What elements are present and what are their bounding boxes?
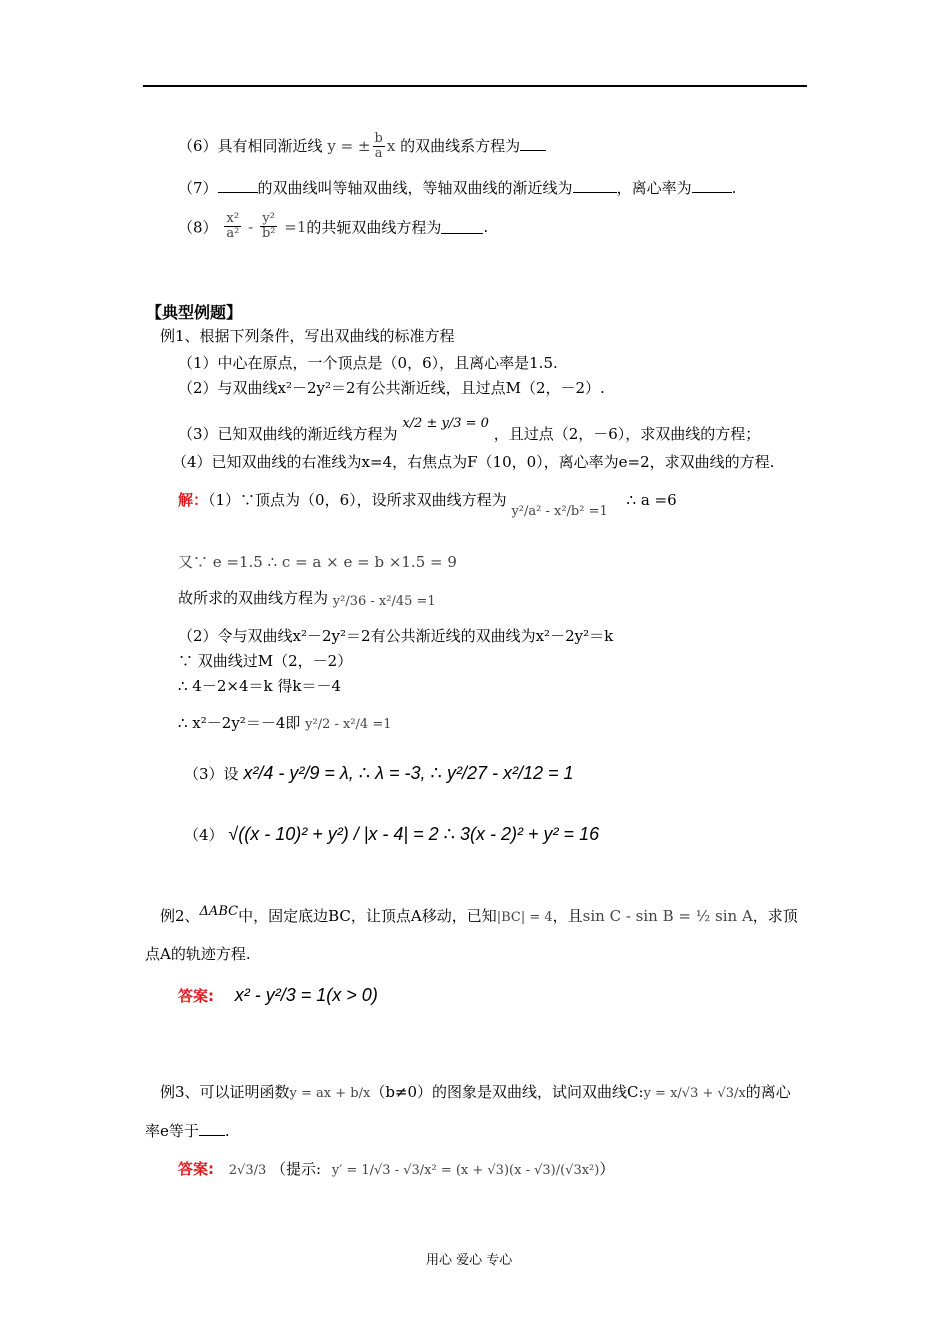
solution-label: 解： — [178, 491, 209, 509]
example-1-part-3: （3）已知双曲线的渐近线方程为 x/2 ± y/3 = 0 ，且过点（2，－6），求双曲线的方程； — [178, 416, 761, 443]
solution-formula-9: √((x - 10)² + y²) / |x - 4| = 2 ∴ 3(x - 2)² + y² = 16 — [228, 824, 600, 844]
item-6: （6）具有相同渐近线 y = ± $\frac{b}{a}$ x 的双曲线系方程为 — [178, 132, 546, 162]
header-rule — [143, 85, 807, 87]
item-8-frac-1: $\frac{\text{x²}}{\text{a²}}$ — [226, 211, 240, 242]
example-1-part-1: （1）中心在原点，一个顶点是（0，6），且离心率是1.5. — [178, 354, 558, 372]
solution-formula-3: y²/36 - x²/45 =1 — [332, 594, 436, 609]
solution-line-5: ∵ 双曲线过M（2，－2） — [178, 652, 353, 670]
solution-formula-1: y²/a² - x²/b² =1 — [511, 504, 608, 519]
example-3-line-2: 率e等于 . — [145, 1122, 230, 1140]
answer-formula: x² - y²/3 = 1(x > 0) — [234, 985, 378, 1005]
solution-line-4: （2）令与双曲线x²－2y²＝2有公共渐近线的双曲线为x²－2y²＝k — [178, 627, 614, 645]
section-title: 【典型例题】 — [146, 303, 243, 322]
page-footer: 用心 爱心 专心 — [426, 1253, 513, 1268]
answer-label: 答案: — [178, 1160, 214, 1178]
example-2-line-1: 例2、ΔABC中，固定底边BC，让顶点A移动，已知|BC| = 4，且sin C - sin B = ½ sin A，求顶 — [160, 904, 798, 925]
item-6-formula: y = ± — [327, 136, 371, 155]
solution-line-1: 解：（1）∵顶点为（0，6），设所求双曲线方程为 y²/a² - x²/b² =1 ∴ a =6 — [178, 491, 677, 519]
solution-line-2: 又∵ e =1.5 ∴ c = a × e = b ×1.5 = 9 — [178, 553, 457, 571]
triangle-abc: ΔABC — [199, 904, 239, 919]
example-1-title: 例1、根据下列条件，写出双曲线的标准方程 — [160, 327, 455, 345]
function-formula: y = ax + b/x — [289, 1086, 371, 1101]
item-6-fraction: $\frac{b}{a}$ — [374, 131, 383, 162]
example-3-line-1: 例3、可以证明函数y = ax + b/x（b≠0）的图象是双曲线，试问双曲线C:y = x/√3 + √3/x的离心 — [160, 1083, 791, 1101]
answer-blank — [441, 219, 483, 234]
example-1-part-4: （4）已知双曲线的右准线为x=4，右焦点为F（10，0），离心率为e=2，求双曲线的方程. — [172, 453, 775, 471]
item-7: （7） 的双曲线叫等轴双曲线，等轴双曲线的渐近线为 ，离心率为 . — [178, 179, 737, 197]
answer-blank — [692, 178, 732, 193]
item-6-text: （6）具有相同渐近线 — [178, 136, 323, 155]
answer-blank — [199, 1121, 225, 1136]
solution-line-3: 故所求的双曲线方程为 y²/36 - x²/45 =1 — [178, 589, 436, 609]
solution-formula-7: y²/2 - x²/4 =1 — [305, 717, 392, 732]
answer-label: 答案: — [178, 987, 214, 1005]
example-1-part-2: （2）与双曲线x²－2y²＝2有公共渐近线，且过点M（2，－2）. — [178, 379, 605, 397]
item-8-frac-2: $\frac{\text{y²}}{\text{b²}}$ — [261, 211, 276, 242]
asymptote-formula: x/2 ± y/3 = 0 — [402, 416, 489, 431]
solution-line-6: ∴ 4－2×4＝k 得k＝－4 — [178, 677, 342, 695]
solution-line-8: （3）设 x²/4 - y²/9 = λ, ∴ λ = -3, ∴ y²/27 - x²/12 = 1 — [184, 763, 574, 783]
solution-line-9: （4） √((x - 10)² + y²) / |x - 4| = 2 ∴ 3(x - 2)² + y² = 16 — [184, 824, 600, 844]
solution-formula-8: x²/4 - y²/9 = λ, ∴ λ = -3, ∴ y²/27 - x²/12 = 1 — [243, 763, 574, 783]
answer-blank — [218, 178, 258, 193]
example-2-answer — [178, 985, 378, 1006]
answer-blank — [573, 178, 617, 193]
hint-formula: y′ = 1/√3 - √3/x² = (x + √3)(x - √3)/(√3x²) — [331, 1163, 600, 1178]
hyperbola-c-formula: y = x/√3 + √3/x — [643, 1086, 746, 1101]
sine-condition: sin C - sin B = ½ sin A — [582, 907, 753, 925]
answer-formula: 2√3/3 — [228, 1163, 267, 1178]
example-3-answer: 答案: 2√3/3 （提示: y′ = 1/√3 - √3/x² = (x + √3)(x - √3)/(√3x²)） — [178, 1160, 615, 1178]
answer-blank — [520, 136, 546, 151]
item-8: （8） $\frac{\text{x²}}{\text{a²}}$ - $\frac{\text{y²}}{\text{b²}}$ =1的共轭双曲线方程为 . — [178, 211, 489, 242]
example-2-line-2: 点A的轨迹方程. — [145, 945, 251, 963]
solution-line-7: ∴ x²－2y²＝－4即 y²/2 - x²/4 =1 — [178, 714, 392, 732]
item-6-post: 的双曲线系方程为 — [400, 136, 521, 155]
